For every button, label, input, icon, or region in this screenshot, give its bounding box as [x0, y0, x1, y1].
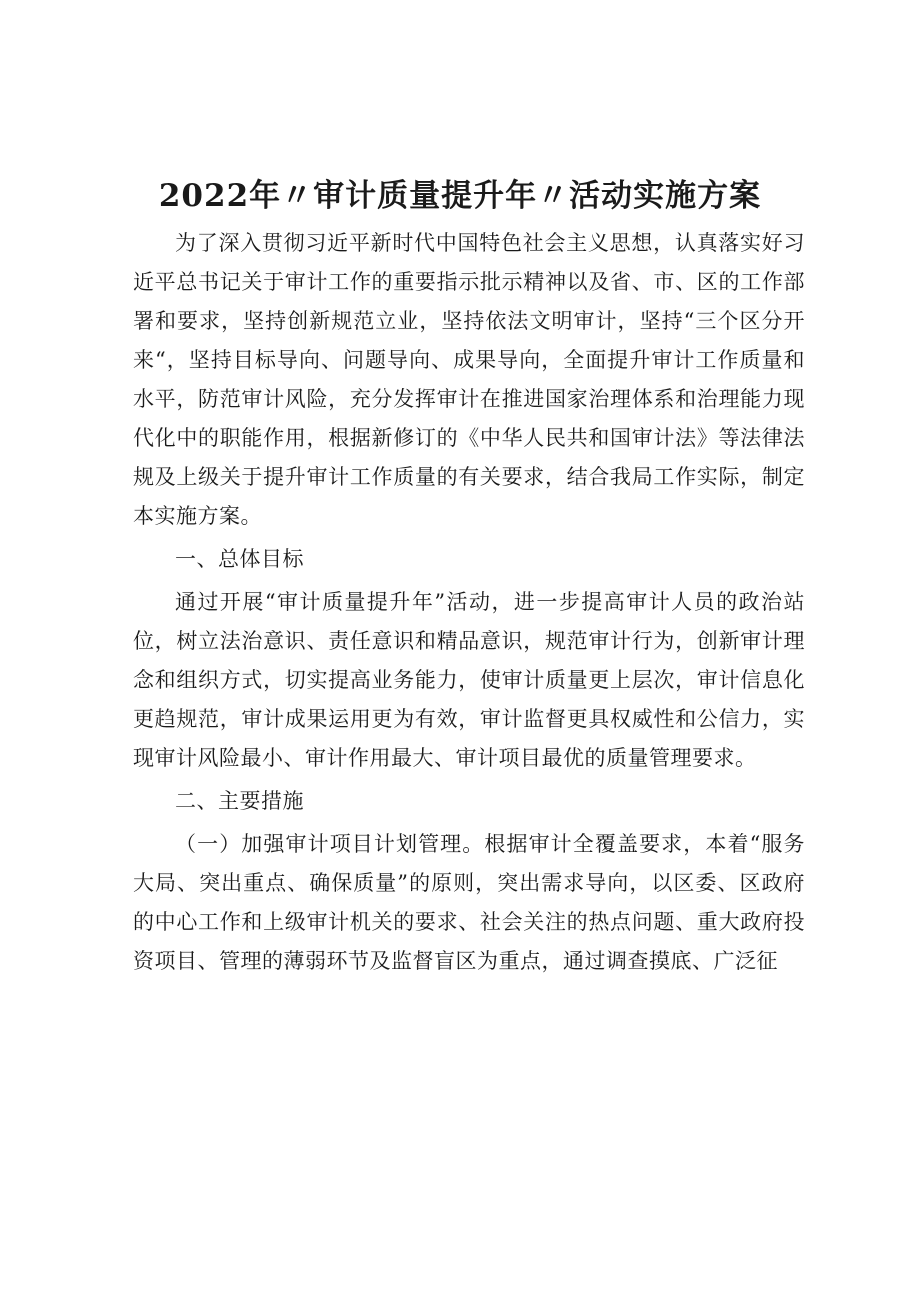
measure-1-paragraph: （一）加强审计项目计划管理。根据审计全覆盖要求，本着“服务大局、突出重点、确保质量”的原则，突出需求导向，以区委、区政府的中心工作和上级审计机关的要求、社会关注的热点问题、重大政府投资项目、管理的薄弱环节及监督盲区为重点，通过调查摸底、广泛征 — [133, 832, 805, 973]
document-title: 2022年〃审计质量提升年〃活动实施方案 — [158, 178, 762, 214]
document-body — [133, 224, 805, 981]
section-heading-main-measures: 二、主要措施 — [175, 789, 304, 813]
intro-paragraph: 为了深入贯彻习近平新时代中国特色社会主义思想，认真落实好习近平总书记关于审计工作的重要指示批示精神以及省、市、区的工作部署和要求，坚持创新规范立业，坚持依法文明审计，坚持“三个区分开来“，坚持目标导向、问题导向、成果导向，全面提升审计工作质量和水平，防范审计风险，充分发挥审计在推进国家治理体系和治理能力现代化中的职能作用，根据新修订的《中华人民共和国审计法》等法律法规及上级关于提升审计工作质量的有关要求，结合我局工作实际，制定本实施方案。 — [133, 231, 805, 528]
overall-goal-paragraph: 通过开展“审计质量提升年”活动，进一步提高审计人员的政治站位，树立法治意识、责任意识和精品意识，规范审计行为，创新审计理念和组织方式，切实提高业务能力，使审计质量更上层次，审计信息化更趋规范，审计成果运用更为有效，审计监督更具权威性和公信力，实现审计风险最小、审计作用最大、审计项目最优的质量管理要求。 — [133, 590, 805, 770]
section-heading-overall-goal: 一、总体目标 — [175, 547, 304, 571]
